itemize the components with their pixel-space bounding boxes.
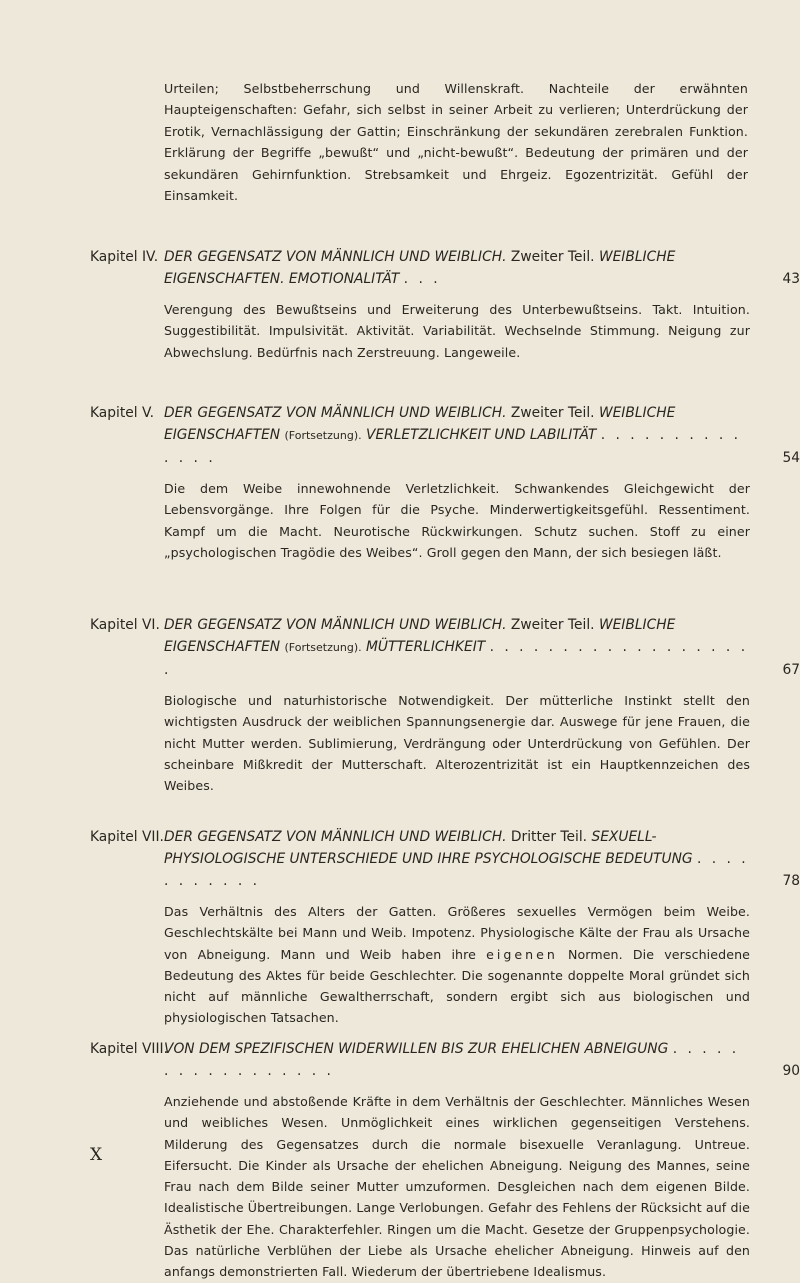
chapter-label: Kapitel VII.: [90, 829, 164, 845]
leader-dots: . . . . . . . . . . . . . .: [164, 427, 742, 466]
chapter-subtitle: WEIBLICHE EIGENSCHAFTEN. EMOTIONALITÄT: [164, 249, 676, 287]
chapter-summary: [164, 901, 750, 1029]
chapter-heading: [90, 246, 800, 290]
leader-dots: . . . . . . . . . . . . . . . . .: [164, 1041, 740, 1079]
chapter-viii: [90, 1038, 800, 1283]
chapter-heading: [90, 826, 800, 892]
page-number: 78: [782, 873, 800, 889]
continuation-note: (Fortsetzung).: [284, 641, 362, 654]
chapter-vii: [90, 826, 800, 1029]
intro-paragraph: Urteilen; Selbstbeherrschung und Willenskraft. Nachteile der erwähnten Haupteigenschaften: Gefahr, sich selbst in seiner Arbeit zu verlieren; Unterdrückung der Erotik, Vernachlässigung der Gattin; Einschränkung der sekundären zerebralen Funktion. Erklärung der Begriffe „bewußt“ und „nicht-bewußt“. Bedeutung der primären und der sekundären Gehirnfunktion. Strebsamkeit und Ehrgeiz. Egozentrizität. Gefühl der Einsamkeit.: [164, 81, 748, 204]
chapter-title: DER GEGENSATZ VON MÄNNLICH UND WEIBLICH.: [164, 617, 507, 633]
chapter-title: VON DEM SPEZIFISCHEN WIDERWILLEN BIS ZUR EHELICHEN ABNEIGUNG: [164, 1041, 669, 1057]
summary-text-cont: Normen. Die verschiedene Bedeutung des Aktes für beide Geschlechter. Die sogenannte doppelte Moral gründet sich nicht auf männliche Gewaltherrschaft, sondern ergibt sich aus biologischen und physiologischen Tatsachen.: [164, 946, 750, 1026]
chapter-title: DER GEGENSATZ VON MÄNNLICH UND WEIBLICH.: [164, 249, 507, 265]
chapter-subtitle: SEXUELL-PHYSIOLOGISCHE UNTERSCHIEDE UND IHRE PSYCHOLOGISCHE BEDEUTUNG: [164, 829, 693, 867]
chapter-subtitle-2: VERLETZLICHKEIT UND LABILITÄT: [366, 427, 597, 443]
leader-dots: . . . . . . . . . . . . . . . . . . .: [164, 639, 749, 678]
page-number: 67: [782, 662, 800, 678]
chapter-summary: Die dem Weibe innewohnende Verletzlichkeit. Schwankendes Gleichgewicht der Lebensvorgänge. Ihre Folgen für die Psyche. Minderwertigkeitsgefühl. Ressentiment. Kampf um die Macht. Neurotische Rückwirkungen. Schutz suchen. Stoff zu einer „psychologischen Tragödie des Weibes“. Groll gegen den Mann, der sich besiegen läßt.: [164, 481, 750, 560]
continuation-note: (Fortsetzung).: [284, 429, 362, 442]
page-folio: X: [90, 1145, 103, 1165]
page-number: 54: [782, 450, 800, 466]
chapter-part: Zweiter Teil.: [510, 405, 595, 421]
leader-dots: . . .: [403, 271, 441, 287]
chapter-heading: [90, 402, 800, 469]
chapter-summary: Anziehende und abstoßende Kräfte in dem Verhältnis der Geschlechter. Männliches Wesen und weibliches Wesen. Unmöglichkeit eines wirklichen gegenseitigen Verstehens. Milderung des Gegensatzes durch die normale bisexuelle Veranlagung. Untreue. Eifersucht. Die Kinder als Ursache der ehelichen Abneigung. Neigung des Mannes, seine Frau nach dem Bilde seiner Mutter umzuformen. Desgleichen nach dem eigenen Bilde. Idealistische Übertreibungen. Lange Verlobungen. Gefahr des Fehlens der Rücksicht auf die Ästhetik der Ehe. Charakterfehler. Ringen um die Macht. Gesetze der Gruppenpsychologie. Das natürliche Verblühen der Liebe als Ursache ehelicher Abneigung. Hinweis auf den anfangs demonstrierten Fall. Wiederum der übertriebene Idealismus.: [164, 1094, 750, 1280]
chapter-part: Zweiter Teil.: [510, 617, 595, 633]
chapter-vi: [90, 614, 800, 796]
emphasized-word: eigenen: [486, 946, 558, 962]
chapter-subtitle: WEIBLICHE EIGENSCHAFTEN: [164, 405, 676, 443]
chapter-part: Zweiter Teil.: [510, 249, 595, 265]
chapter-iv: [90, 246, 800, 363]
chapter-title: DER GEGENSATZ VON MÄNNLICH UND WEIBLICH.: [164, 829, 507, 845]
chapter-part: Dritter Teil.: [510, 829, 588, 845]
page-number: 90: [782, 1063, 800, 1079]
chapter-label: Kapitel VIII.: [90, 1041, 168, 1057]
chapter-v: [90, 402, 800, 563]
chapter-label: Kapitel V.: [90, 405, 155, 421]
chapter-heading: [90, 614, 800, 681]
chapter-summary: Verengung des Bewußtseins und Erweiterung des Unterbewußtseins. Takt. Intuition. Suggestibilität. Impulsivität. Aktivität. Variabilität. Wechselnde Stimmung. Neigung zur Abwechslung. Bedürfnis nach Zerstreuung. Langeweile.: [164, 302, 750, 360]
chapter-summary: Biologische und naturhistorische Notwendigkeit. Der mütterliche Instinkt stellt den wichtigsten Ausdruck der weiblichen Spannungsenergie dar. Auswege für jene Frauen, die nicht Mutter werden. Sublimierung, Verdrängung oder Unterdrückung von Gefühlen. Der scheinbare Mißkredit der Mutterschaft. Alterozentrizität ist ein Hauptkennzeichen des Weibes.: [164, 693, 750, 794]
page-number: 43: [782, 271, 800, 287]
chapter-label: Kapitel VI.: [90, 617, 160, 633]
chapter-label: Kapitel IV.: [90, 249, 159, 265]
leader-dots: . . . . . . . . . . .: [164, 851, 749, 889]
chapter-heading: [90, 1038, 800, 1082]
summary-text: Das Verhältnis des Alters der Gatten. Größeres sexuelles Vermögen beim Weibe. Geschlechtskälte bei Mann und Weib. Impotenz. Physiologische Kälte der Frau als Ursache von Abneigung. Mann und Weib haben ihre: [164, 904, 750, 962]
chapter-subtitle: WEIBLICHE EIGENSCHAFTEN: [164, 617, 676, 655]
chapter-subtitle-2: MÜTTERLICHKEIT: [366, 639, 486, 655]
chapter-title: DER GEGENSATZ VON MÄNNLICH UND WEIBLICH.: [164, 405, 507, 421]
